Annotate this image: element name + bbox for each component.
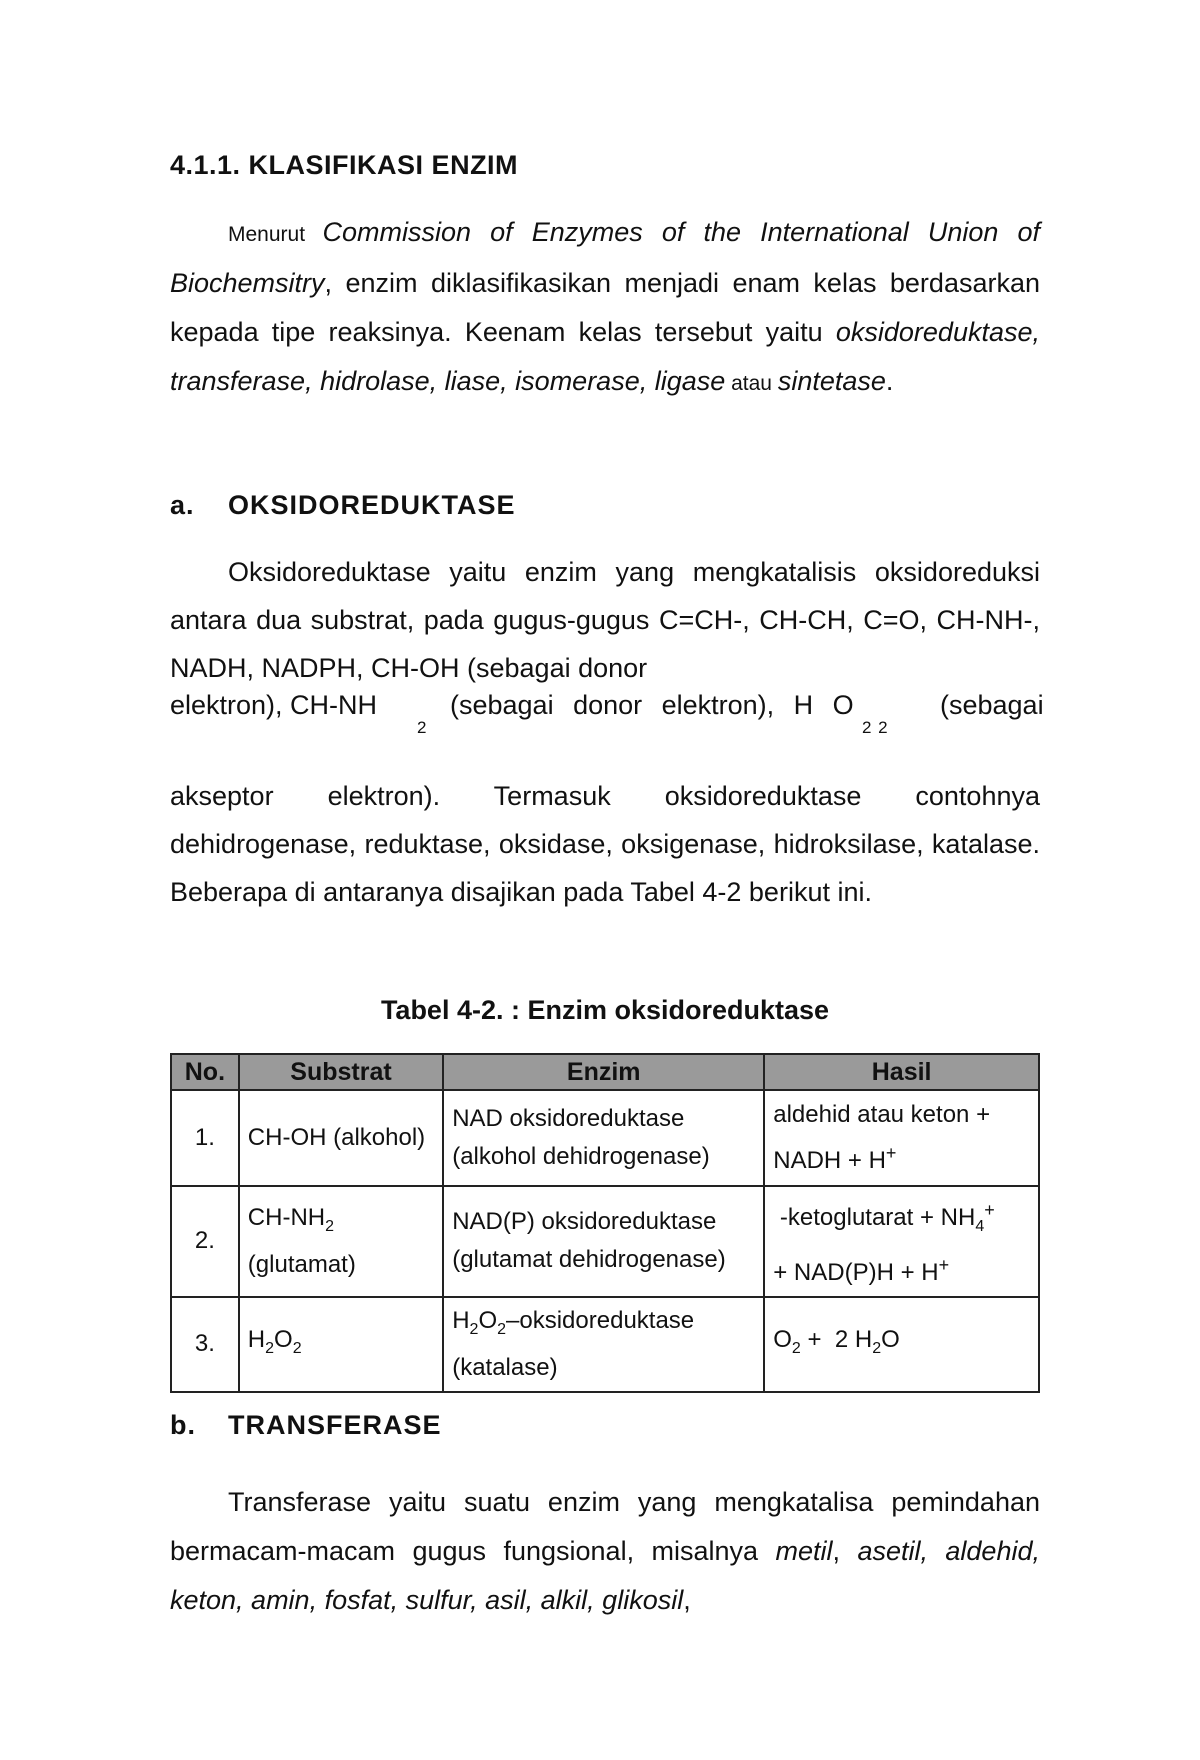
section-heading: 4.1.1. KLASIFIKASI ENZIM [170,150,519,180]
enzyme-table [170,1053,1040,1393]
cell-substrat: $H_2O_2$ [239,1297,443,1392]
header-no: No. [171,1054,239,1090]
subsection-heading-a: a. OKSIDOREDUKTASE [170,490,516,520]
cell-hasil: aldehid atau keton + NADH + H+ [764,1090,1039,1186]
cell-no: 2. [171,1186,239,1297]
cell-hasil: -ketoglutarat + $NH_4^+$ + NAD(P)H + H+ [764,1186,1039,1297]
table-header-row [171,1054,1039,1090]
table-row [171,1090,1039,1186]
cell-hasil: $O_2 + 2$ $H_2O$ [764,1297,1039,1392]
transferase-paragraph: Transferase yaitu suatu enzim yang mengkatalisa pemindahan bermacam-macam gugus fungsional, misalnya metil, asetil, aldehid, keton, amin, fosfat, sulfur, asil, alkil, glikosil, [170,1487,1040,1615]
cell-enzim: NAD(P) oksidoreduktase (glutamat dehidrogenase) [443,1186,764,1297]
cell-enzim: $H_2O_2$–oksidoreduktase (katalase) [443,1297,764,1392]
document-page: 4.1.1. KLASIFIKASI ENZIM Menurut Commission of Enzymes of the International Union of Biochemsitry, enzim diklasifikasikan menjadi enam kelas berdasarkan kepada tipe reaksinya. Keenam kelas tersebut yaitu oksidoreduktase, transferase, hidrolase, liase, isomerase, ligase atau sintetase. a. OKSIDOREDUKTASE Oksidoreduktase yaitu enzim yang mengkatalisis oksidoreduksi antara dua substrat, pada gugus-gugus C=CH-, CH-CH, C=O, CH-NH-, NADH, NADPH, CH-OH (sebagai donor elektron), CH-NH 2 (sebagai donor elektron), H O 2 2 (sebagai akseptor elektron). Termasuk oksidoreduktase contohnya dehidrogenase, reduktase, oksidase, oksigenase, hidroksilase, katalase. Beberapa di antaranya disajikan pada Tabel 4-2 berikut ini. Tabel 4-2. : Enzim oksidoreduktase No. Substrat Enzim Hasil 1. CH-OH (alkohol) NAD oksidoreduktase (alkohol dehidrogenase) aldehid atau keton + NADH + H+ 2. $CH-NH_2$ (glutamat) NAD(P) oksidoreduktase (glutamat dehidrogenase) -ketoglutarat + $NH_4^+$ + NAD(P)H + H+ 3. $H_2O_2$ $H_2O_2$–oksidoreduktase (katalase) $O_2 + 2$ $H_2O$ b. TRANSFERASE Transferase yaitu suatu enzim yang mengkatalisa pemindahan bermacam-macam gugus fungsional, misalnya metil, asetil, aldehid, keton, amin, fosfat, sulfur, asil, alkil, glikosil, [170,0,1040,1760]
header-hasil: Hasil [764,1054,1039,1090]
table-row [171,1297,1039,1392]
oksidoreduktase-paragraph-cont: akseptor elektron). Termasuk oksidoreduktase contohnya dehidrogenase, reduktase, oksidase, oksigenase, hidroksilase, katalase. Beberapa di antaranya disajikan pada Tabel 4-2 berikut ini. [170,781,1040,907]
subsection-heading-b: b. TRANSFERASE [170,1410,442,1440]
cell-no: 3. [171,1297,239,1392]
oksidoreduktase-paragraph: Oksidoreduktase yaitu enzim yang mengkatalisis oksidoreduksi antara dua substrat, pada gugus-gugus C=CH-, CH-CH, C=O, CH-NH-, NADH, NADPH, CH-OH (sebagai donor [170,557,1040,683]
header-substrat: Substrat [239,1054,443,1090]
table-caption: Tabel 4-2. : Enzim oksidoreduktase [380,995,830,1025]
cell-substrat: CH-OH (alkohol) [239,1090,443,1186]
cell-enzim: NAD oksidoreduktase (alkohol dehidrogenase) [443,1090,764,1186]
cell-no: 1. [171,1090,239,1186]
header-enzim: Enzim [443,1054,764,1090]
intro-paragraph: Menurut Commission of Enzymes of the International Union of Biochemsitry, enzim diklasifikasikan menjadi enam kelas berdasarkan kepada tipe reaksinya. Keenam kelas tersebut yaitu oksidoreduktase, transferase, hidrolase, liase, isomerase, ligase atau sintetase. [170,217,1041,396]
cell-substrat: $CH-NH_2$ (glutamat) [239,1186,443,1297]
table-row [171,1186,1039,1297]
